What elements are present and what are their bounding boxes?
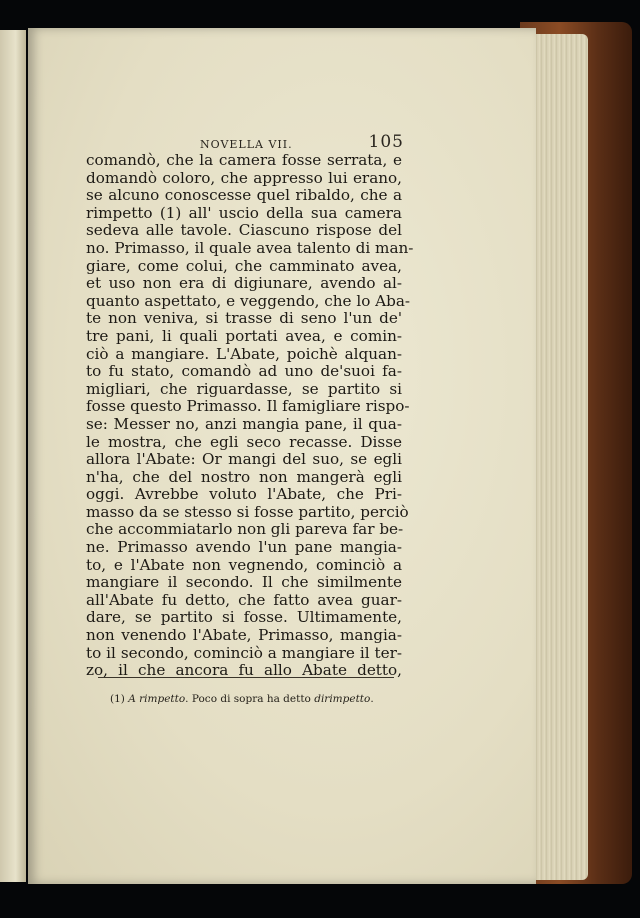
text-line: to fu stato, comandò ad uno de'suoi fa- (86, 362, 402, 381)
text-line: all'Abate fu detto, che fatto avea guar- (86, 590, 402, 609)
text-line: masso da se stesso si fosse partito, perciò (86, 502, 409, 521)
text-line: te non veniva, si trasse di seno l'un de' (86, 309, 402, 328)
page-number: 105 (368, 132, 404, 152)
text-line: no. Primasso, il quale avea talento di man- (86, 238, 414, 257)
text-line: dare, se partito si fosse. Ultimamente, (86, 608, 402, 627)
page-edges (528, 34, 588, 880)
text-line: se: Messer no, anzi mangia pane, il qua- (86, 414, 402, 433)
text-line: domandò coloro, che appresso lui erano, (86, 168, 402, 187)
body-text (86, 151, 414, 680)
text-line: ciò a mangiare. L'Abate, poichè alquan- (86, 344, 402, 363)
text-line: mangiare il secondo. Il che similmente (86, 573, 402, 592)
text-line: rimpetto (1) all' uscio della sua camera (86, 203, 402, 222)
text-line: migliari, che riguardasse, se partito si (86, 379, 402, 398)
text-line: to, e l'Abate non vegnendo, cominciò a (86, 555, 402, 574)
text-line: non venendo l'Abate, Primasso, mangia- (86, 626, 402, 645)
footnote (110, 693, 400, 705)
text-line: tre pani, li quali portati avea, e comin- (86, 326, 402, 345)
footnote-marker: (1) (110, 693, 125, 705)
text-line: ne. Primasso avendo l'un pane mangia- (86, 538, 402, 557)
footnote-rule (98, 677, 394, 678)
text-line: comandò, che la camera fosse serrata, e (86, 151, 402, 169)
text-line: sedeva alle tavole. Ciascuno rispose del (86, 221, 402, 240)
text-line: n'ha, che del nostro non mangerà egli (86, 467, 402, 486)
text-line: zo, il che ancora fu allo Abate detto, (86, 661, 402, 680)
text-line: quanto aspettato, e veggendo, che lo Aba- (86, 291, 411, 310)
footnote-term-2: dirimpetto (314, 693, 371, 705)
footnote-text: . Poco di sopra ha detto (185, 693, 311, 705)
text-line: fosse questo Primasso. Il famigliare rispo- (86, 397, 410, 416)
text-line: oggi. Avrebbe voluto l'Abate, che Pri- (86, 485, 402, 504)
text-line: allora l'Abate: Or mangi del suo, se egli (86, 450, 402, 469)
footnote-end: . (370, 693, 374, 705)
text-line: giare, come colui, che camminato avea, (86, 256, 402, 275)
facing-page (0, 30, 26, 882)
text-line: to il secondo, cominciò a mangiare il ter- (86, 643, 402, 662)
running-head: NOVELLA VII. (200, 138, 293, 151)
footnote-term: A rimpetto (128, 693, 186, 705)
text-line: le mostra, che egli seco recasse. Disse (86, 432, 402, 451)
text-line: che accommiatarlo non gli pareva far be- (86, 520, 404, 539)
text-line: et uso non era di digiunare, avendo al- (86, 274, 402, 293)
text-line: se alcuno conoscesse quel ribaldo, che a (86, 186, 402, 205)
